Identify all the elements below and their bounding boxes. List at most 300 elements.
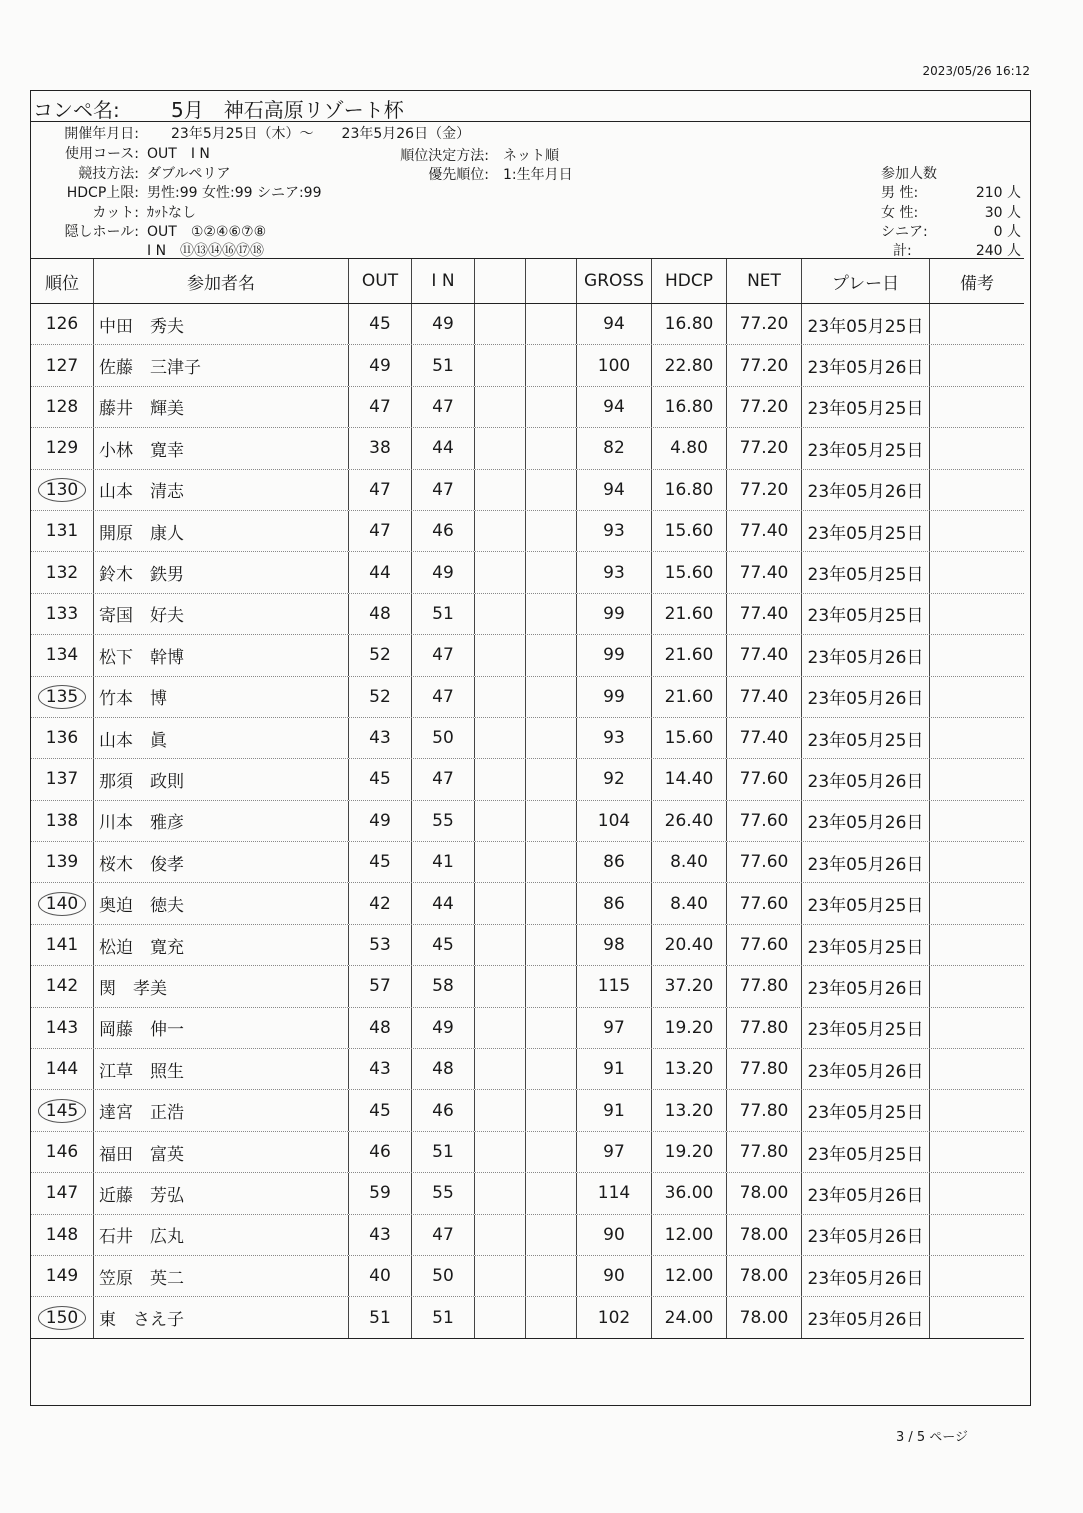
table-row [31,304,1024,345]
gross-cell: 104 [577,801,652,841]
date-cell: 23年05月25日 [802,718,930,758]
hdcp-cell: 15.60 [652,718,727,758]
name-cell: 岡藤 伸一 [94,1008,349,1048]
out-cell: 43 [349,1215,412,1255]
info-block [31,123,631,258]
method-label: 競技方法: [78,166,139,182]
table-row [31,966,1024,1007]
net-cell: 77.20 [727,345,802,385]
net-cell: 77.40 [727,635,802,675]
out-cell: 47 [349,387,412,427]
gross-cell: 98 [577,925,652,965]
table-row [31,1008,1024,1049]
empty-cell [526,1049,577,1089]
rank-cell: 136 [31,718,94,758]
date-cell: 23年05月26日 [802,1297,930,1337]
empty-cell [475,842,526,882]
empty-cell [526,1008,577,1048]
hdcp-cell: 21.60 [652,635,727,675]
hdcp-value: 男性:99 女性:99 シニア:99 [147,185,322,201]
gross-cell: 115 [577,966,652,1006]
out-cell: 44 [349,552,412,592]
gross-cell: 92 [577,759,652,799]
rank-cell: 141 [31,925,94,965]
out-cell: 52 [349,635,412,675]
in-cell: 49 [412,552,475,592]
in-cell: 47 [412,470,475,510]
rank-circled: 150 [38,1306,86,1330]
rank-cell: 137 [31,759,94,799]
note-cell [930,966,1024,1006]
rank-cell: 148 [31,1215,94,1255]
out-cell: 47 [349,470,412,510]
in-cell: 47 [412,1215,475,1255]
header-name: 参加者名 [94,259,349,303]
priority-value: 1:生年月日 [503,167,573,183]
senior-count: 0 人 [993,224,1021,240]
empty-cell [475,345,526,385]
empty-cell [526,552,577,592]
in-cell: 48 [412,1049,475,1089]
hdcp-cell: 21.60 [652,677,727,717]
out-cell: 45 [349,759,412,799]
in-cell: 44 [412,428,475,468]
date-cell: 23年05月25日 [802,925,930,965]
gross-cell: 94 [577,304,652,344]
net-cell: 78.00 [727,1256,802,1296]
out-cell: 43 [349,1049,412,1089]
date-cell: 23年05月26日 [802,635,930,675]
out-cell: 45 [349,1090,412,1130]
total-label: 計: [893,243,912,259]
net-cell: 78.00 [727,1173,802,1213]
note-cell [930,718,1024,758]
empty-cell [475,1215,526,1255]
hidden-holes-in: I N ⑪⑬⑭⑯⑰⑱ [147,243,265,259]
header-note: 備考 [960,273,994,294]
rank-method-value: ネット順 [503,148,559,164]
table-row [31,925,1024,966]
table-row [31,345,1024,386]
empty-cell [526,883,577,923]
empty-cell [475,1256,526,1296]
empty-cell [475,1173,526,1213]
rank-cell [31,677,94,717]
hdcp-cell: 15.60 [652,511,727,551]
date-cell: 23年05月26日 [802,1215,930,1255]
note-cell [930,304,1024,344]
note-cell [930,552,1024,592]
gross-cell: 90 [577,1215,652,1255]
date-cell: 23年05月25日 [802,387,930,427]
table-row [31,718,1024,759]
hdcp-cell: 24.00 [652,1297,727,1337]
course-label: 使用コース: [64,146,139,162]
gross-cell: 93 [577,552,652,592]
rank-circled: 130 [38,478,86,502]
empty-cell [475,718,526,758]
hdcp-cell: 8.40 [652,883,727,923]
in-cell: 55 [412,801,475,841]
hdcp-cell: 12.00 [652,1256,727,1296]
gross-cell: 86 [577,842,652,882]
net-cell: 77.40 [727,718,802,758]
table-row [31,1256,1024,1297]
gross-cell: 114 [577,1173,652,1213]
table-header [31,259,1024,304]
name-cell: 江草 照生 [94,1049,349,1089]
rank-cell: 129 [31,428,94,468]
hidden-holes-out: OUT ①②④⑥⑦⑧ [147,224,267,240]
name-cell: 佐藤 三津子 [94,345,349,385]
rank-cell: 131 [31,511,94,551]
empty-cell [475,635,526,675]
results-table [31,258,1024,1339]
title-row [31,91,1030,122]
empty-cell [475,511,526,551]
header-out: OUT [349,259,412,303]
empty-cell [526,1215,577,1255]
note-cell [930,345,1024,385]
name-cell: 東 さえ子 [94,1297,349,1337]
rank-cell [31,883,94,923]
empty-cell [526,635,577,675]
note-cell [930,925,1024,965]
name-cell: 松下 幹博 [94,635,349,675]
in-cell: 51 [412,1297,475,1337]
hdcp-cell: 36.00 [652,1173,727,1213]
out-cell: 53 [349,925,412,965]
name-cell: 桜木 俊孝 [94,842,349,882]
name-cell: 奥迫 徳夫 [94,883,349,923]
hdcp-cell: 19.20 [652,1008,727,1048]
gross-cell: 99 [577,594,652,634]
empty-cell [526,718,577,758]
out-cell: 52 [349,677,412,717]
hdcp-cell: 21.60 [652,594,727,634]
gross-cell: 100 [577,345,652,385]
cut-value: ｶｯﾄなし [147,205,196,221]
header-rank: 順位 [31,259,94,303]
gross-cell: 94 [577,470,652,510]
rank-circled: 140 [38,892,86,916]
note-cell [930,801,1024,841]
empty-cell [475,677,526,717]
gross-cell: 102 [577,1297,652,1337]
header-net: NET [727,259,802,303]
empty-cell [526,1297,577,1337]
date-cell: 23年05月25日 [802,304,930,344]
note-cell [930,511,1024,551]
female-count: 30 人 [984,205,1021,221]
out-cell: 45 [349,304,412,344]
dates-label: 開催年月日: [64,126,139,142]
note-cell [930,677,1024,717]
empty-cell [526,511,577,551]
out-cell: 49 [349,801,412,841]
table-row [31,1132,1024,1173]
out-cell: 38 [349,428,412,468]
note-cell [930,1215,1024,1255]
rank-cell: 147 [31,1173,94,1213]
table-row [31,511,1024,552]
table-row [31,635,1024,676]
date-cell: 23年05月26日 [802,801,930,841]
gross-cell: 99 [577,635,652,675]
empty-cell [526,304,577,344]
hdcp-cell: 16.80 [652,470,727,510]
hdcp-cell: 22.80 [652,345,727,385]
rank-cell: 133 [31,594,94,634]
empty-cell [475,1132,526,1172]
net-cell: 77.60 [727,883,802,923]
empty-cell [526,470,577,510]
in-cell: 58 [412,966,475,1006]
date-cell: 23年05月25日 [802,1090,930,1130]
table-row [31,801,1024,842]
gross-cell: 93 [577,718,652,758]
net-cell: 77.40 [727,594,802,634]
table-row [31,1297,1024,1337]
note-cell [930,470,1024,510]
table-row [31,1090,1024,1131]
in-cell: 44 [412,883,475,923]
table-row [31,883,1024,924]
gross-cell: 90 [577,1256,652,1296]
cut-label: カット: [92,205,139,221]
rank-cell: 138 [31,801,94,841]
empty-cell [475,470,526,510]
empty-cell [475,1008,526,1048]
note-cell [930,1008,1024,1048]
name-cell: 関 孝美 [94,966,349,1006]
out-cell: 46 [349,1132,412,1172]
out-cell: 49 [349,345,412,385]
net-cell: 77.60 [727,925,802,965]
hdcp-label: HDCP上限: [66,185,139,201]
hdcp-cell: 12.00 [652,1215,727,1255]
header-in: I N [412,259,475,303]
out-cell: 47 [349,511,412,551]
name-cell: 近藤 芳弘 [94,1173,349,1213]
name-cell: 笠原 英二 [94,1256,349,1296]
name-cell: 中田 秀夫 [94,304,349,344]
table-row [31,1215,1024,1256]
note-cell [930,1049,1024,1089]
name-cell: 川本 雅彦 [94,801,349,841]
in-cell: 47 [412,635,475,675]
page-number: 3 / 5 ページ [895,1430,968,1445]
out-cell: 42 [349,883,412,923]
name-cell: 竹本 博 [94,677,349,717]
gross-cell: 86 [577,883,652,923]
hdcp-cell: 20.40 [652,925,727,965]
net-cell: 77.80 [727,1049,802,1089]
empty-cell [475,1297,526,1337]
rank-cell: 139 [31,842,94,882]
in-cell: 55 [412,1173,475,1213]
table-row [31,677,1024,718]
in-cell: 46 [412,511,475,551]
note-cell [930,1090,1024,1130]
note-cell [930,387,1024,427]
rank-cell [31,1297,94,1337]
empty-cell [475,966,526,1006]
date-cell: 23年05月25日 [802,594,930,634]
note-cell [930,1297,1024,1337]
net-cell: 77.60 [727,759,802,799]
competition-label: コンペ名: [33,98,120,122]
hdcp-cell: 26.40 [652,801,727,841]
gross-cell: 97 [577,1008,652,1048]
name-cell: 福田 富英 [94,1132,349,1172]
male-label: 男 性: [881,185,919,201]
empty-cell [526,925,577,965]
note-cell [930,594,1024,634]
hdcp-cell: 13.20 [652,1090,727,1130]
rank-cell: 142 [31,966,94,1006]
name-cell: 山本 清志 [94,470,349,510]
in-cell: 47 [412,387,475,427]
rank-cell: 132 [31,552,94,592]
timestamp: 2023/05/26 16:12 [922,64,1030,78]
hdcp-cell: 4.80 [652,428,727,468]
empty-cell [475,304,526,344]
rank-cell: 146 [31,1132,94,1172]
rank-cell: 128 [31,387,94,427]
net-cell: 78.00 [727,1215,802,1255]
date-cell: 23年05月25日 [802,428,930,468]
table-body [31,304,1024,1338]
net-cell: 77.80 [727,1132,802,1172]
out-cell: 45 [349,842,412,882]
hdcp-cell: 16.80 [652,304,727,344]
date-cell: 23年05月26日 [802,1049,930,1089]
empty-cell [475,925,526,965]
dates-value: 23年5月25日（木）～ 23年5月26日（金） [171,126,471,142]
empty-cell [475,1049,526,1089]
out-cell: 48 [349,1008,412,1048]
net-cell: 77.60 [727,801,802,841]
empty-cell [475,594,526,634]
note-cell [930,883,1024,923]
empty-cell [475,801,526,841]
gross-cell: 82 [577,428,652,468]
note-cell [930,759,1024,799]
rank-circled: 135 [38,685,86,709]
date-cell: 23年05月25日 [802,511,930,551]
hdcp-cell: 16.80 [652,387,727,427]
table-row [31,594,1024,635]
header-hdcp: HDCP [652,259,727,303]
out-cell: 51 [349,1297,412,1337]
net-cell: 77.40 [727,677,802,717]
empty-cell [526,1132,577,1172]
date-cell: 23年05月26日 [802,470,930,510]
rank-circled: 145 [38,1099,86,1123]
empty-cell [475,428,526,468]
empty-cell [526,428,577,468]
out-cell: 48 [349,594,412,634]
hdcp-cell: 14.40 [652,759,727,799]
hdcp-cell: 15.60 [652,552,727,592]
net-cell: 77.20 [727,304,802,344]
empty-cell [526,594,577,634]
empty-cell [475,883,526,923]
note-cell [930,1132,1024,1172]
date-cell: 23年05月26日 [802,759,930,799]
participants-title: 参加人数 [881,166,937,182]
net-cell: 77.80 [727,966,802,1006]
note-cell [930,635,1024,675]
date-cell: 23年05月26日 [802,1256,930,1296]
empty-cell [526,387,577,427]
net-cell: 77.20 [727,470,802,510]
empty-cell [475,1090,526,1130]
gross-cell: 93 [577,511,652,551]
method-value: ダブルペリア [147,166,231,182]
rank-method-label: 順位決定方法: [400,148,489,164]
in-cell: 51 [412,594,475,634]
participant-stats [881,163,1026,258]
date-cell: 23年05月26日 [802,842,930,882]
date-cell: 23年05月25日 [802,883,930,923]
table-row [31,1049,1024,1090]
in-cell: 45 [412,925,475,965]
empty-cell [526,677,577,717]
note-cell [930,428,1024,468]
out-cell: 43 [349,718,412,758]
hdcp-cell: 13.20 [652,1049,727,1089]
empty-cell [526,966,577,1006]
out-cell: 40 [349,1256,412,1296]
empty-cell [526,1173,577,1213]
name-cell: 寄国 好夫 [94,594,349,634]
name-cell: 開原 康人 [94,511,349,551]
rank-cell [31,1090,94,1130]
note-cell [930,1173,1024,1213]
table-row [31,470,1024,511]
competition-name: 5月 神石高原リゾート杯 [171,98,404,122]
gross-cell: 97 [577,1132,652,1172]
date-cell: 23年05月26日 [802,677,930,717]
net-cell: 77.20 [727,387,802,427]
out-cell: 57 [349,966,412,1006]
table-row [31,387,1024,428]
empty-cell [526,842,577,882]
empty-cell [526,801,577,841]
in-cell: 41 [412,842,475,882]
header-empty-1 [475,259,526,303]
rank-cell: 134 [31,635,94,675]
net-cell: 77.60 [727,842,802,882]
header-date: プレー日 [802,259,930,303]
date-cell: 23年05月25日 [802,1008,930,1048]
rank-cell [31,470,94,510]
out-cell: 59 [349,1173,412,1213]
header-gross: GROSS [577,259,652,303]
date-cell: 23年05月25日 [802,552,930,592]
empty-cell [475,759,526,799]
name-cell: 那須 政則 [94,759,349,799]
in-cell: 46 [412,1090,475,1130]
in-cell: 47 [412,759,475,799]
male-count: 210 人 [975,185,1021,201]
name-cell: 小林 寛幸 [94,428,349,468]
net-cell: 78.00 [727,1297,802,1337]
empty-cell [526,1090,577,1130]
in-cell: 49 [412,304,475,344]
